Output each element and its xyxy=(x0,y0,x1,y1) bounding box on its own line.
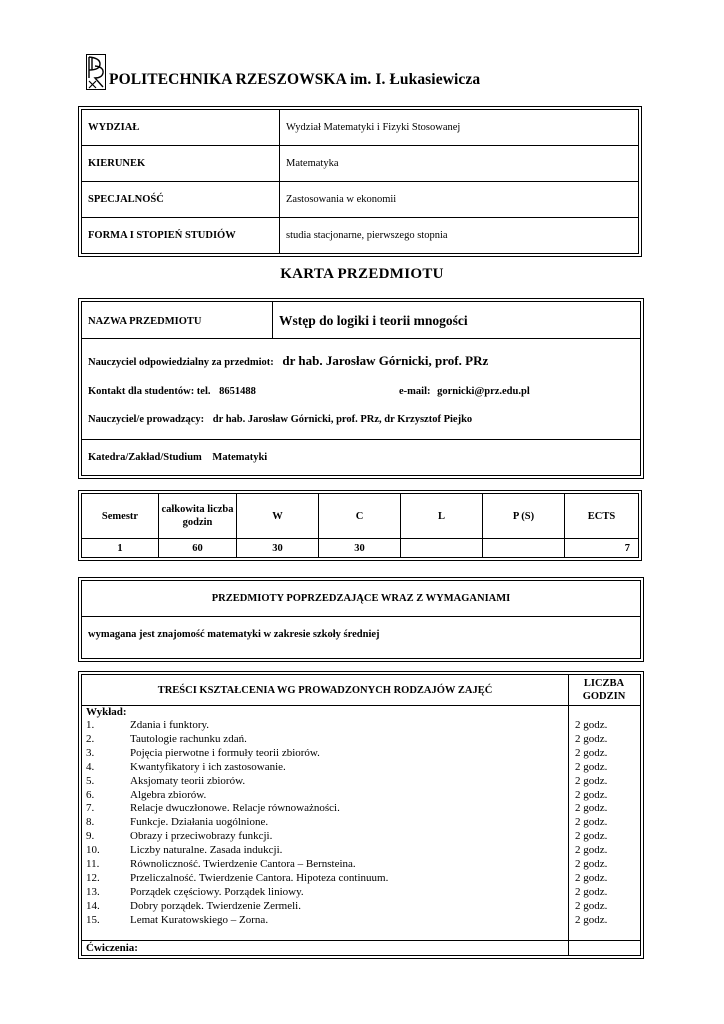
topic-text: Równoliczność. Twierdzenie Cantora – Bernsteina. xyxy=(130,858,356,871)
topic-hours: 2 godz. xyxy=(575,899,608,912)
university-name: POLITECHNIKA RZESZOWSKA im. I. Łukasiewicza xyxy=(109,71,481,88)
list-item xyxy=(86,858,388,872)
teachers-value: dr hab. Jarosław Górnicki, prof. PRz, dr Krzysztof Piejko xyxy=(212,414,473,425)
header-cell: L xyxy=(401,494,483,539)
topic-number: 6. xyxy=(86,788,95,801)
topic-text: Kwantyfikatory i ich zastosowanie. xyxy=(130,760,286,773)
topic-hours-list xyxy=(575,719,607,928)
prerequisites-text: wymagana jest znajomość matematyki w zakresie szkoły średniej xyxy=(88,629,380,640)
topic-text: Dobry porządek. Twierdzenie Zermeli. xyxy=(130,899,301,912)
row-divider xyxy=(82,439,640,440)
subject-name-label: NAZWA PRZEDMIOTU xyxy=(88,316,202,327)
department-value: Matematyki xyxy=(212,452,268,463)
lecture-label: Wykład: xyxy=(86,706,127,718)
topic-number: 12. xyxy=(86,871,100,884)
contact-phone: 8651488 xyxy=(219,386,256,397)
prerequisites-box xyxy=(81,580,641,659)
topic-hours: 2 godz. xyxy=(575,746,608,759)
topic-hours: 2 godz. xyxy=(575,871,608,884)
header-cell: całkowita liczba godzin xyxy=(159,494,237,539)
faculty-info-table xyxy=(81,109,639,254)
column-divider xyxy=(568,675,569,955)
info-value: studia stacjonarne, pierwszego stopnia xyxy=(280,218,639,254)
topic-number: 7. xyxy=(86,802,95,815)
list-item xyxy=(86,719,388,733)
list-item xyxy=(86,830,388,844)
info-row-faculty xyxy=(82,110,639,146)
semester-header-row xyxy=(82,494,639,539)
topic-hours: 2 godz. xyxy=(575,788,608,801)
department-label: Katedra/Zakład/Studium xyxy=(88,452,202,463)
subject-name-row xyxy=(82,302,640,339)
info-row-study-form xyxy=(82,218,639,254)
list-item xyxy=(86,872,388,886)
content-title: TREŚCI KSZTAŁCENIA WG PROWADZONYCH RODZAJÓW ZAJĘĆ xyxy=(157,685,493,696)
topic-hours: 2 godz. xyxy=(575,913,608,926)
semester-value-row xyxy=(82,539,639,558)
email-label: e-mail: xyxy=(399,386,431,397)
topic-hours: 2 godz. xyxy=(575,885,608,898)
topic-text: Tautologie rachunku zdań. xyxy=(130,732,247,745)
header-cell: ECTS xyxy=(565,494,639,539)
row-divider xyxy=(82,705,640,706)
email-value[interactable]: gornicki@prz.edu.pl xyxy=(437,386,530,397)
topic-text: Pojęcia pierwotne i formuły teorii zbiorów. xyxy=(130,746,320,759)
topic-hours: 2 godz. xyxy=(575,719,608,731)
topic-text: Lemat Kuratowskiego – Zorna. xyxy=(130,913,269,926)
topic-number: 3. xyxy=(86,746,95,759)
value-cell: 30 xyxy=(319,539,401,558)
topic-number: 10. xyxy=(86,844,100,857)
list-item xyxy=(86,761,388,775)
value-cell: 7 xyxy=(565,539,639,558)
list-item xyxy=(86,747,388,761)
column-divider xyxy=(272,302,273,338)
topic-hours: 2 godz. xyxy=(575,732,608,745)
topic-hours: 2 godz. xyxy=(575,858,608,871)
hours-header-line: GODZIN xyxy=(582,691,626,702)
contact-label: Kontakt dla studentów: tel. xyxy=(88,386,211,397)
info-row-field xyxy=(82,146,639,182)
responsible-teacher-label: Nauczyciel odpowiedzialny za przedmiot: xyxy=(88,357,274,368)
topic-hours: 2 godz. xyxy=(575,760,608,773)
topic-hours: 2 godz. xyxy=(575,830,608,843)
topic-text: Obrazy i przeciwobrazy funkcji. xyxy=(130,830,273,843)
info-label: WYDZIAŁ xyxy=(82,110,280,146)
hours-header-line: LICZBA xyxy=(583,678,625,689)
row-divider xyxy=(82,616,640,617)
value-cell xyxy=(401,539,483,558)
info-row-specialty xyxy=(82,182,639,218)
topic-number: 8. xyxy=(86,816,95,829)
row-divider xyxy=(82,940,640,941)
teachers-label: Nauczyciel/e prowadzący: xyxy=(88,414,205,425)
header-cell: C xyxy=(319,494,401,539)
lecture-topics-list xyxy=(86,719,388,928)
department-line xyxy=(88,452,267,463)
info-value: Zastosowania w ekonomii xyxy=(280,182,639,218)
list-item xyxy=(86,914,388,928)
info-label: KIERUNEK xyxy=(82,146,280,182)
list-item xyxy=(86,733,388,747)
header-cell: P (S) xyxy=(483,494,565,539)
topic-number: 2. xyxy=(86,732,95,745)
responsible-teacher-line xyxy=(88,353,488,369)
page-title: KARTA PRZEDMIOTU xyxy=(280,266,444,282)
topic-text: Aksjomaty teorii zbiorów. xyxy=(130,774,246,787)
value-cell xyxy=(483,539,565,558)
topic-number: 5. xyxy=(86,774,95,787)
topic-hours: 2 godz. xyxy=(575,816,608,829)
info-value: Wydział Matematyki i Fizyki Stosowanej xyxy=(280,110,639,146)
value-cell: 30 xyxy=(237,539,319,558)
topic-number: 11. xyxy=(86,858,100,871)
header-cell: Semestr xyxy=(82,494,159,539)
topic-text: Funkcje. Działania uogólnione. xyxy=(130,816,269,829)
topic-hours: 2 godz. xyxy=(575,774,608,787)
info-value: Matematyka xyxy=(280,146,639,182)
topic-number: 15. xyxy=(86,913,100,926)
university-logo-icon xyxy=(86,54,106,90)
list-item xyxy=(86,886,388,900)
value-cell: 60 xyxy=(159,539,237,558)
document-header xyxy=(86,50,480,90)
topic-text: Liczby naturalne. Zasada indukcji. xyxy=(130,844,283,857)
topic-hours: 2 godz. xyxy=(575,802,608,815)
topic-number: 1. xyxy=(86,719,95,731)
list-item xyxy=(86,775,388,789)
contact-line xyxy=(88,386,628,397)
list-item xyxy=(86,816,388,830)
teachers-line xyxy=(88,414,472,425)
header-cell: W xyxy=(237,494,319,539)
semester-hours-table xyxy=(81,493,639,558)
hours-header xyxy=(568,677,640,703)
list-item xyxy=(86,900,388,914)
list-item xyxy=(86,789,388,803)
topic-number: 4. xyxy=(86,760,95,773)
list-item xyxy=(86,802,388,816)
topic-text: Porządek częściowy. Porządek liniowy. xyxy=(130,885,304,898)
email-block xyxy=(399,386,530,397)
info-label: FORMA I STOPIEŃ STUDIÓW xyxy=(82,218,280,254)
topic-hours: 2 godz. xyxy=(575,844,608,857)
value-cell: 1 xyxy=(82,539,159,558)
topic-text: Przeliczalność. Twierdzenie Cantora. Hipoteza continuum. xyxy=(130,871,389,884)
info-label: SPECJALNOŚĆ xyxy=(82,182,280,218)
topic-number: 14. xyxy=(86,899,100,912)
topic-number: 9. xyxy=(86,830,95,843)
subject-name-value: Wstęp do logiki i teorii mnogości xyxy=(279,313,468,328)
exercises-label: Ćwiczenia: xyxy=(86,942,138,954)
topic-text: Relacje dwuczłonowe. Relacje równoważności. xyxy=(130,802,340,815)
course-content-box xyxy=(81,674,641,956)
responsible-teacher-value: dr hab. Jarosław Górnicki, prof. PRz xyxy=(282,353,489,368)
list-item xyxy=(86,844,388,858)
prerequisites-title: PRZEDMIOTY POPRZEDZAJĄCE WRAZ Z WYMAGANIAMI xyxy=(211,593,511,604)
subject-info-box xyxy=(81,301,641,476)
topic-text: Zdania i funktory. xyxy=(130,719,210,731)
topic-text: Algebra zbiorów. xyxy=(130,788,207,801)
topic-number: 13. xyxy=(86,885,100,898)
